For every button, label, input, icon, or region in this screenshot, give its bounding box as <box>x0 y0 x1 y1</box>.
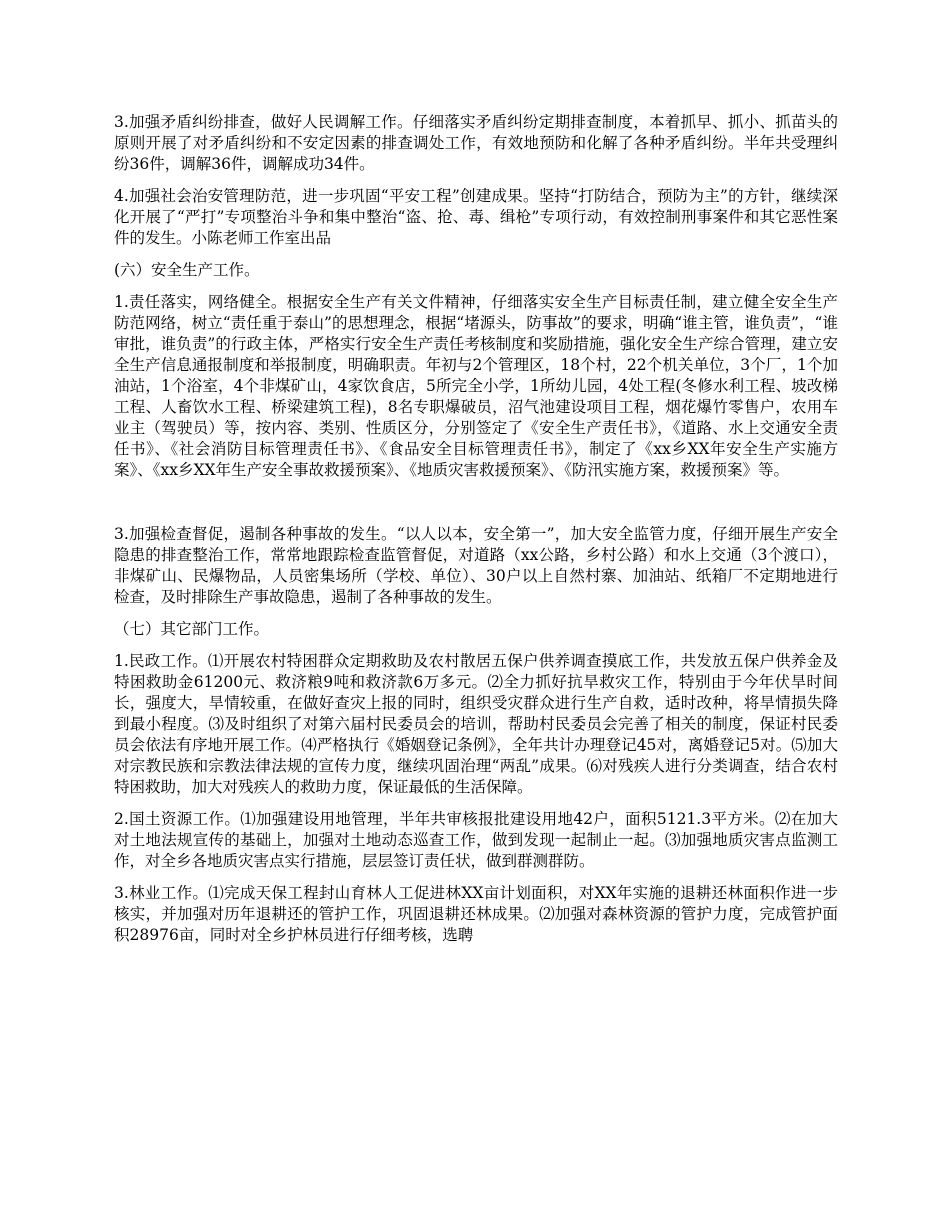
paragraph-land-resources: 2.国土资源工作。⑴加强建设用地管理，半年共审核报批建设用地42户，面积5121.3平方米。⑵在加大对土地法规宣传的基础上，加强对土地动态巡查工作，做到发现一起制止一起。⑶加强地质灾害点监测工作，对全乡各地质灾害点实行措施，层层签订责任状，做到群测群防。 <box>114 810 838 870</box>
paragraph-civil-affairs: 1.民政工作。⑴开展农村特困群众定期救助及农村散居五保户供养调查摸底工作，共发放五保户供养金及特困救助金61200元、救济粮9吨和救济款6万多元。⑵全力抓好抗旱救灾工作，特别由于今年伏旱时间长，强度大，旱情较重，在做好查灾上报的同时，组织受灾群众进行生产自救，适时改种，将旱情损失降到最小程度。⑶及时组织了对第六届村民委员会的培训，帮助村民委员会完善了相关的制度，保证村民委员会依法有序地开展工作。⑷严格执行《婚姻登记条例》，全年共计办理登记45对，离婚登记5对。⑸加大对宗教民族和宗教法律法规的宣传力度，继续巩固治理“两乱”成果。⑹对残疾人进行分类调查，结合农村特困救助，加大对残疾人的救助力度，保证最低的生活保障。 <box>114 652 838 796</box>
section-heading-safety-production: (六）安全生产工作。 <box>114 261 260 279</box>
paragraph-forestry: 3.林业工作。⑴完成天保工程封山育林人工促进林XX亩计划面积，对XX年实施的退耕还林面积作进一步核实，并加强对历年退耕还的管护工作，巩固退耕还林成果。⑵加强对森林资源的管护力度，完成管护面积28976亩，同时对全乡护林员进行仔细考核，选聘 <box>114 884 838 944</box>
paragraph-inspection: 3.加强检查督促，遏制各种事故的发生。“以人以本，安全第一”，加大安全监管力度，仔细开展生产安全隐患的排查整治工作，常常地跟踪检查监管督促，对道路（xx公路，乡村公路）和水上交通（3个渡口），非煤矿山、民爆物品，人员密集场所（学校、单位）、30户以上自然村寨、加油站、纸箱厂不定期地进行检查，及时排除生产事故隐患，遏制了各种事故的发生。 <box>114 525 838 606</box>
document-body <box>114 112 838 957</box>
paragraph-mediation: 3.加强矛盾纠纷排查，做好人民调解工作。仔细落实矛盾纠纷定期排查制度，本着抓早、抓小、抓苗头的原则开展了对矛盾纠纷和不安定因素的排查调处工作，有效地预防和化解了各种矛盾纠纷。半年共受理纠纷36件，调解36件，调解成功34件。 <box>114 113 838 173</box>
paragraph-responsibility: 1.责任落实，网络健全。根据安全生产有关文件精神，仔细落实安全生产目标责任制，建立健全安全生产防范网络，树立“责任重于泰山”的思想理念，根据“堵源头，防事故”的要求，明确“谁主管，谁负责”，“谁审批，谁负责”的行政主体，严格实行安全生产责任考核制度和奖励措施，强化安全生产综合管理，建立安全生产信息通报制度和举报制度，明确职责。年初与2个管理区，18个村，22个机关单位，3个厂，1个加油站，1个浴室，4个非煤矿山，4家饮食店，5所完全小学，1所幼儿园，4处工程(冬修水利工程、坡改梯工程、人畜饮水工程、桥梁建筑工程)，8名专职爆破员，沼气池建设项目工程，烟花爆竹零售户，农用车业主（驾驶员）等，按内容、类别、性质区分，分别签定了《安全生产责任书》，《道路、水上交通安全责任书》、《社会消防目标管理责任书》、《食品安全目标管理责任书》，制定了《xx乡XX年安全生产实施方案》、《xx乡XX年生产安全事故救援预案》、《地质灾害救援预案》、《防汛实施方案，救援预案》等。 <box>114 293 838 479</box>
paragraph-public-security: 4.加强社会治安管理防范，进一步巩固“平安工程”创建成果。坚持“打防结合，预防为主”的方针，继续深化开展了“严打”专项整治斗争和集中整治“盗、抢、毒、缉枪”专项行动，有效控制刑事案件和其它恶性案件的发生。小陈老师工作室出品 <box>114 187 838 247</box>
section-heading-other-departments: （七）其它部门工作。 <box>114 620 270 638</box>
blank-gap <box>114 492 838 524</box>
